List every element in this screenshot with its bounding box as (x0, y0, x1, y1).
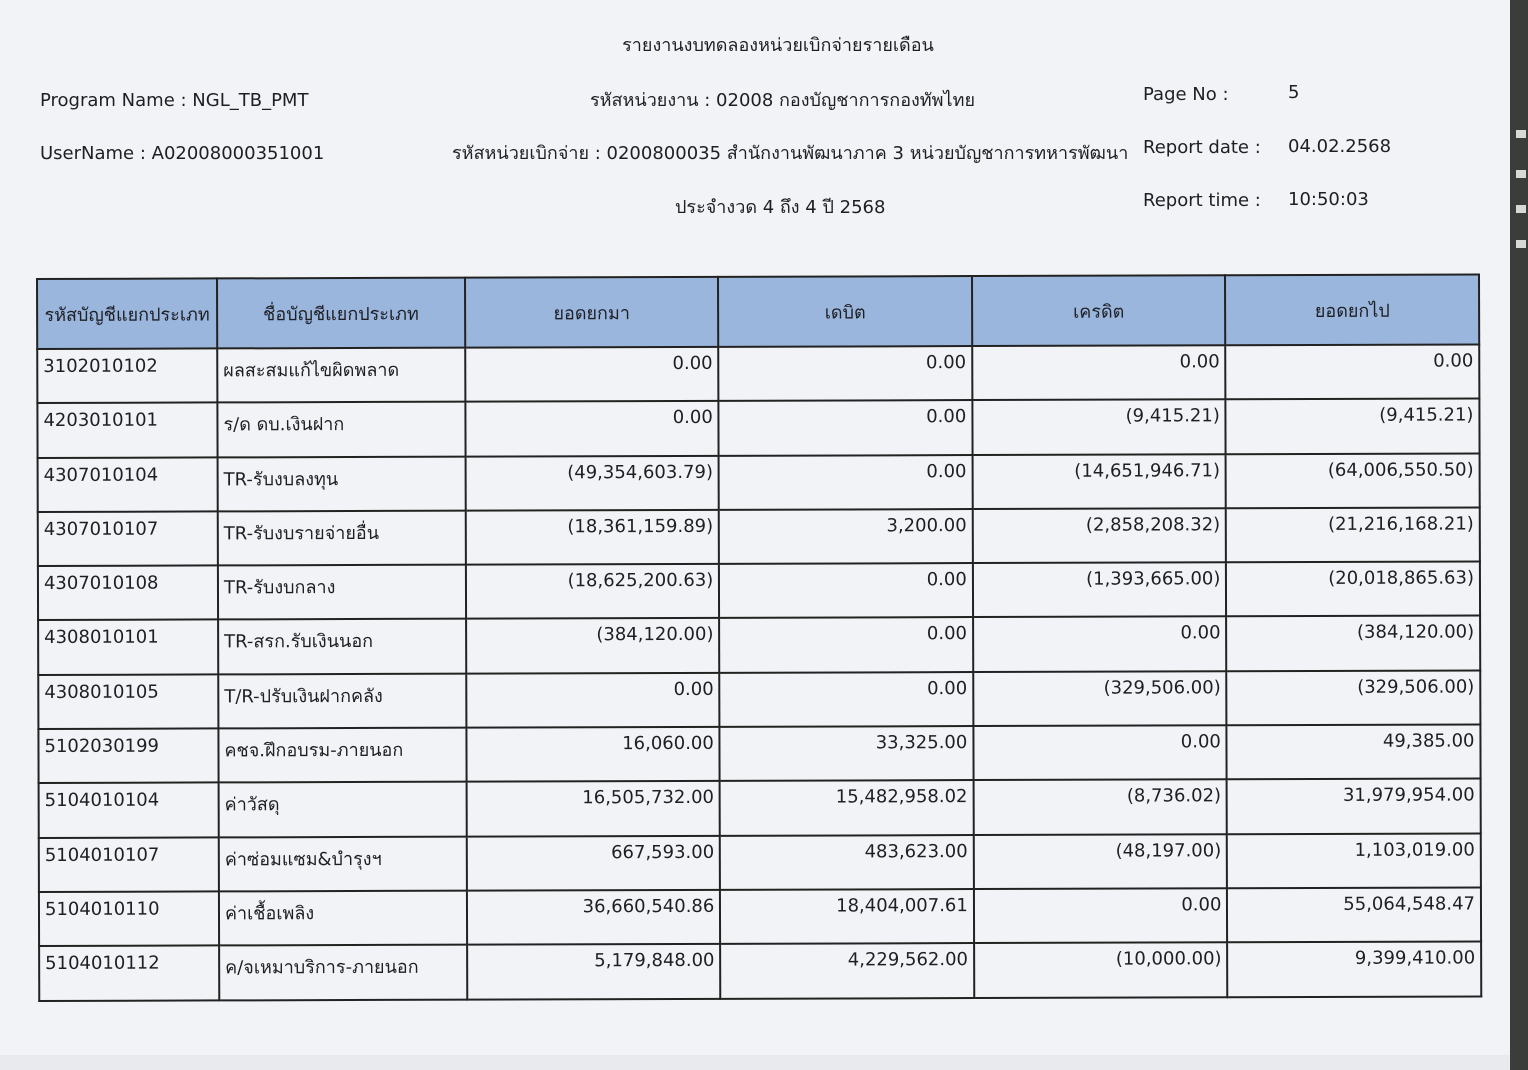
table-row (39, 833, 1481, 892)
account-code-cell: 4308010101 (38, 620, 218, 675)
account-name-cell: TR-รับงบกลาง (218, 565, 466, 620)
closing-balance-cell: (64,006,550.50) (1226, 453, 1480, 508)
debit-cell: 33,325.00 (720, 726, 974, 781)
credit-cell: (1,393,665.00) (973, 562, 1227, 617)
opening-balance-cell: 0.00 (466, 673, 720, 728)
column-credit: เครดิต (972, 275, 1226, 346)
account-code-cell: 4307010104 (38, 457, 218, 512)
column-account-name: ชื่อบัญชีแยกประเภท (217, 278, 465, 349)
report-date-value: 04.02.2568 (1288, 136, 1392, 157)
report-date-label: Report date : (1143, 137, 1261, 158)
table-row (38, 725, 1480, 784)
credit-cell: 0.00 (973, 725, 1227, 780)
account-name-cell: ค/จเหมาบริการ-ภายนอก (219, 945, 467, 1000)
table-body (37, 344, 1481, 1000)
debit-cell: 4,229,562.00 (720, 943, 974, 998)
account-code-cell: 5102030199 (38, 729, 218, 784)
account-name-cell: TR-รับงบลงทุน (218, 456, 466, 511)
debit-cell: 0.00 (720, 672, 974, 727)
closing-balance-cell: (9,415.21) (1226, 399, 1480, 454)
background-edge-mark (1516, 170, 1526, 178)
account-code-cell: 3102010102 (37, 348, 217, 403)
credit-cell: (8,736.02) (973, 780, 1227, 835)
credit-cell: (14,651,946.71) (972, 454, 1226, 509)
closing-balance-cell: (329,506.00) (1227, 670, 1481, 725)
closing-balance-cell: 0.00 (1226, 344, 1480, 399)
debit-cell: 0.00 (719, 346, 973, 401)
debit-cell: 0.00 (719, 563, 973, 618)
report-title: รายงานงบทดลองหน่วยเบิกจ่ายรายเดือน (622, 35, 934, 56)
debit-cell: 15,482,958.02 (720, 780, 974, 835)
page-number-label: Page No : (1143, 84, 1229, 105)
credit-cell: 0.00 (972, 345, 1226, 400)
column-account-code: รหัสบัญชีแยกประเภท (37, 278, 217, 349)
account-code-cell: 4203010101 (37, 403, 217, 458)
opening-balance-cell: 667,593.00 (467, 836, 721, 891)
disbursing-unit: รหัสหน่วยเบิกจ่าย : 0200800035 สำนักงานพัฒนาภาค 3 หน่วยบัญชาการทหารพัฒนา (452, 143, 1129, 164)
credit-cell: (9,415.21) (972, 400, 1226, 455)
account-code-cell: 5104010112 (39, 946, 219, 1001)
debit-cell: 0.00 (719, 400, 973, 455)
account-code-cell: 5104010110 (39, 891, 219, 946)
column-debit: เดบิต (718, 276, 972, 347)
table-row (39, 942, 1481, 1001)
account-code-cell: 4307010108 (38, 566, 218, 621)
report-time-label: Report time : (1143, 190, 1261, 211)
debit-cell: 0.00 (719, 618, 973, 673)
agency-code: รหัสหน่วยงาน : 02008 กองบัญชาการกองทัพไทย (590, 90, 975, 111)
table-row (37, 399, 1479, 458)
table-row (37, 344, 1479, 403)
debit-cell: 3,200.00 (719, 509, 973, 564)
debit-cell: 483,623.00 (720, 835, 974, 890)
debit-cell: 18,404,007.61 (720, 889, 974, 944)
program-name: Program Name : NGL_TB_PMT (40, 90, 309, 111)
closing-balance-cell: 49,385.00 (1227, 725, 1481, 780)
column-closing-balance: ยอดยกไป (1225, 274, 1479, 345)
closing-balance-cell: (384,120.00) (1226, 616, 1480, 671)
account-code-cell: 4308010105 (38, 674, 218, 729)
account-name-cell: คชจ.ฝึกอบรม-ภายนอก (218, 728, 466, 783)
credit-cell: 0.00 (973, 617, 1227, 672)
opening-balance-cell: (18,625,200.63) (466, 564, 720, 619)
opening-balance-cell: (384,120.00) (466, 618, 720, 673)
table-row (39, 779, 1481, 838)
table-header-row (37, 274, 1479, 349)
table-row (38, 616, 1480, 675)
opening-balance-cell: (49,354,603.79) (465, 455, 719, 510)
account-name-cell: ร/ด ดบ.เงินฝาก (217, 402, 465, 457)
background-edge-mark (1516, 130, 1526, 138)
closing-balance-cell: 55,064,548.47 (1227, 887, 1481, 942)
credit-cell: (2,858,208.32) (973, 508, 1227, 563)
account-name-cell: ค่าวัสดุ (219, 782, 467, 837)
account-code-cell: 4307010107 (38, 511, 218, 566)
background-edge-mark (1516, 240, 1526, 248)
account-name-cell: ค่าซ่อมแซม&บำรุงฯ (219, 836, 467, 891)
background-edge-mark (1516, 205, 1526, 213)
table-row (38, 670, 1480, 729)
account-code-cell: 5104010107 (39, 837, 219, 892)
credit-cell: (329,506.00) (973, 671, 1227, 726)
closing-balance-cell: (20,018,865.63) (1226, 562, 1480, 617)
credit-cell: (10,000.00) (974, 943, 1228, 998)
opening-balance-cell: 16,060.00 (466, 727, 720, 782)
account-name-cell: TR-รับงบรายจ่ายอื่น (218, 511, 466, 566)
credit-cell: (48,197.00) (974, 834, 1228, 889)
opening-balance-cell: (18,361,159.89) (466, 510, 720, 565)
opening-balance-cell: 0.00 (465, 347, 719, 402)
account-name-cell: T/R-ปรับเงินฝากคลัง (218, 673, 466, 728)
table-row (38, 507, 1480, 566)
page-number-value: 5 (1288, 82, 1300, 103)
table-row (39, 887, 1481, 946)
credit-cell: 0.00 (974, 888, 1228, 943)
account-name-cell: ค่าเชื้อเพลิง (219, 891, 467, 946)
closing-balance-cell: 9,399,410.00 (1227, 942, 1481, 997)
account-code-cell: 5104010104 (39, 783, 219, 838)
column-opening-balance: ยอดยกมา (465, 277, 719, 348)
account-name-cell: TR-สรก.รับเงินนอก (218, 619, 466, 674)
closing-balance-cell: (21,216,168.21) (1226, 507, 1480, 562)
opening-balance-cell: 16,505,732.00 (466, 781, 720, 836)
page-bottom-edge (0, 1055, 1510, 1070)
closing-balance-cell: 31,979,954.00 (1227, 779, 1481, 834)
opening-balance-cell: 0.00 (465, 401, 719, 456)
table-row (38, 562, 1480, 621)
closing-balance-cell: 1,103,019.00 (1227, 833, 1481, 888)
opening-balance-cell: 36,660,540.86 (467, 890, 721, 945)
opening-balance-cell: 5,179,848.00 (467, 944, 721, 999)
trial-balance-table (36, 273, 1482, 1001)
table-header (37, 274, 1479, 349)
table-row (38, 453, 1480, 512)
report-period: ประจำงวด 4 ถึง 4 ปี 2568 (675, 197, 886, 218)
username: UserName : A02008000351001 (40, 143, 325, 164)
debit-cell: 0.00 (719, 455, 973, 510)
report-time-value: 10:50:03 (1288, 189, 1369, 210)
account-name-cell: ผลสะสมแก้ไขผิดพลาด (217, 348, 465, 403)
